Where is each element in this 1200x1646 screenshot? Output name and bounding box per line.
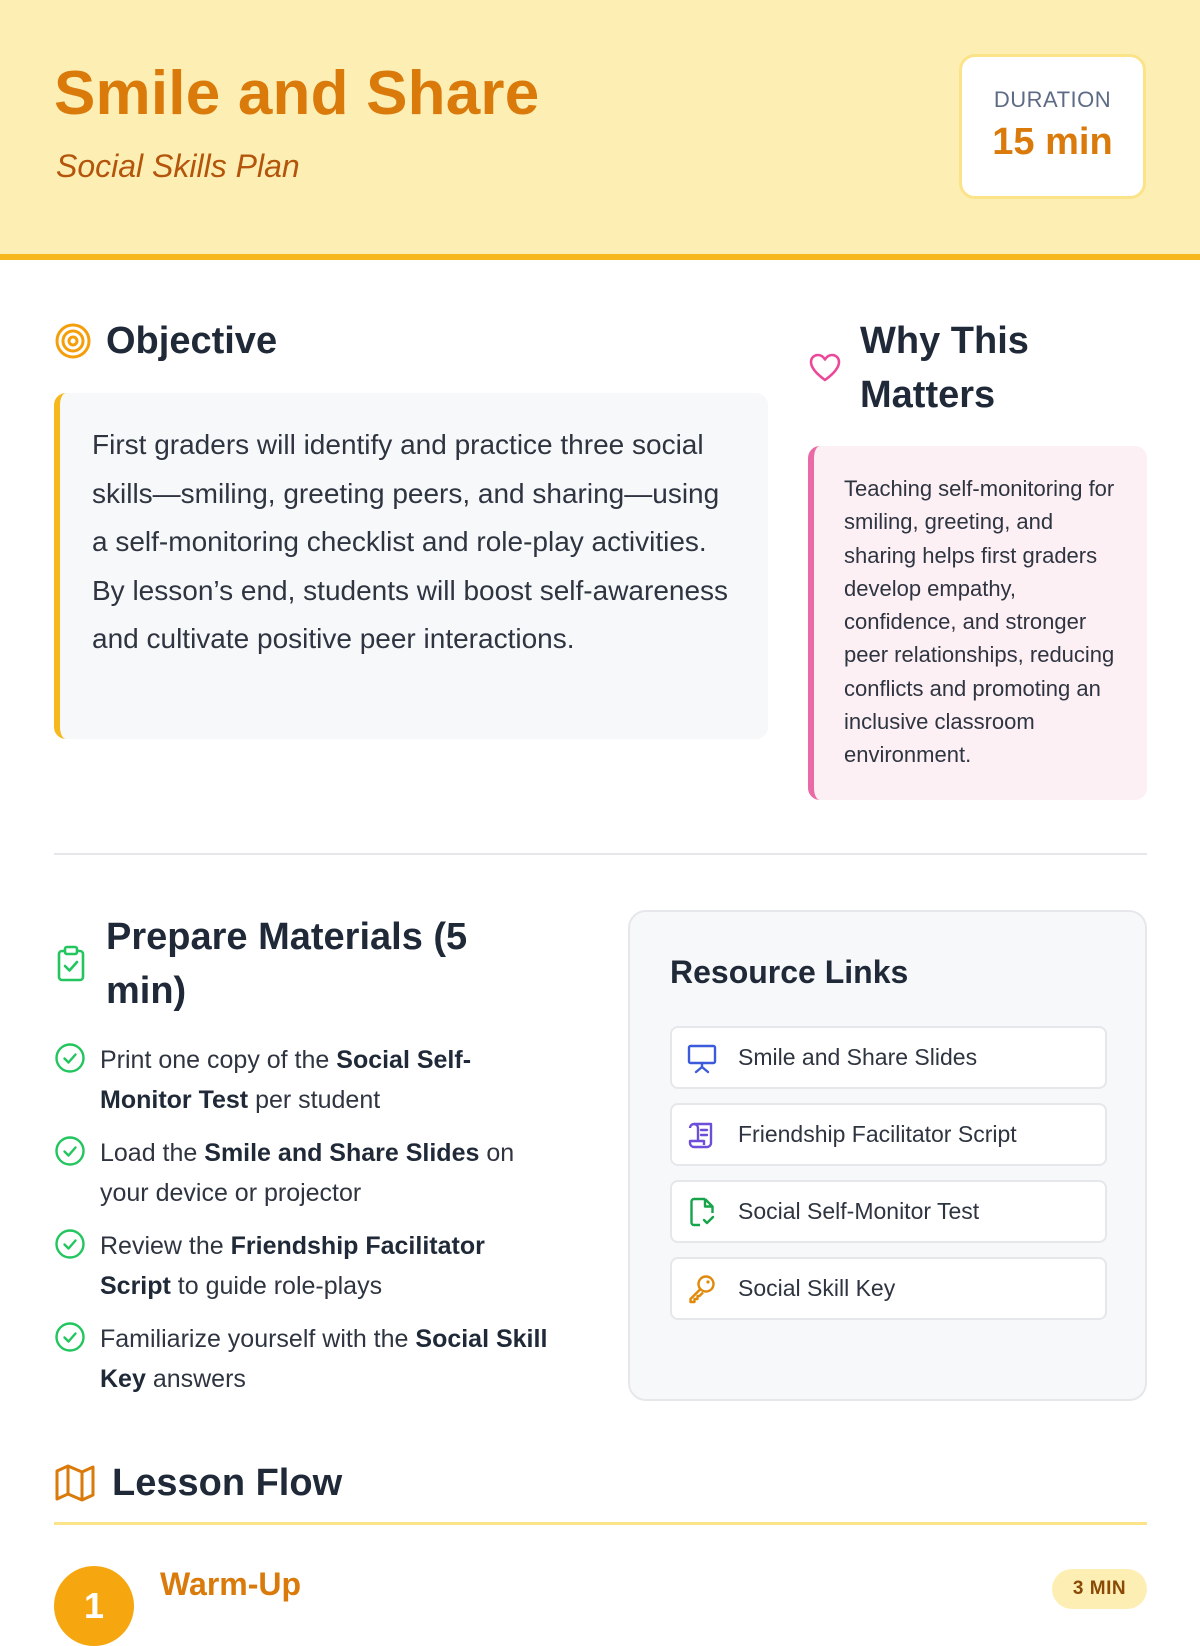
resource-link-label: Friendship Facilitator Script bbox=[738, 1121, 1017, 1147]
why-text: Teaching self-monitoring for smiling, greeting, and sharing helps first graders develop empathy, confidence, and stronger peer relationships, reducing conflicts and promoting an inclusive classroom environment. bbox=[844, 476, 1115, 768]
map-icon bbox=[54, 1463, 96, 1503]
prepare-item-bold: Friendship Facilitator Script bbox=[100, 1232, 485, 1300]
prepare-item bbox=[54, 1226, 554, 1306]
script-icon bbox=[686, 1119, 718, 1151]
file-check-icon bbox=[686, 1196, 718, 1228]
why-heading bbox=[808, 314, 1029, 422]
duration-value: 15 min bbox=[992, 121, 1113, 163]
resource-heading: Resource Links bbox=[670, 954, 909, 990]
prepare-item-post: per student bbox=[248, 1086, 381, 1114]
why-title bbox=[860, 314, 1029, 422]
prepare-item-text bbox=[100, 1226, 554, 1306]
check-circle-icon bbox=[54, 1228, 86, 1260]
prepare-item-post: on your device or projector bbox=[100, 1139, 515, 1207]
page-subtitle: Social Skills Plan bbox=[56, 148, 300, 184]
resource-link-label: Smile and Share Slides bbox=[738, 1044, 978, 1070]
resource-link-label: Social Self-Monitor Test bbox=[738, 1198, 980, 1224]
prepare-title-line2: min) bbox=[106, 970, 187, 1012]
step-title: Warm-Up bbox=[160, 1566, 302, 1602]
why-title-line2: Matters bbox=[860, 374, 996, 416]
resource-link-key[interactable] bbox=[670, 1257, 1107, 1320]
prepare-item bbox=[54, 1040, 554, 1120]
page-header bbox=[0, 0, 1200, 260]
section-divider bbox=[54, 853, 1147, 855]
lesson-flow-title: Lesson Flow bbox=[112, 1462, 343, 1504]
duration-label: DURATION bbox=[993, 87, 1112, 112]
objective-box bbox=[54, 393, 768, 739]
lesson-flow-rule bbox=[54, 1522, 1147, 1525]
prepare-heading bbox=[54, 910, 467, 1018]
prepare-item-pre: Print one copy of the bbox=[100, 1046, 337, 1074]
why-box bbox=[808, 446, 1147, 800]
duration-card bbox=[959, 54, 1146, 199]
check-circle-icon bbox=[54, 1135, 86, 1167]
resource-link-label: Social Skill Key bbox=[738, 1275, 896, 1301]
prepare-item bbox=[54, 1319, 554, 1399]
objective-title: Objective bbox=[106, 320, 278, 362]
objective-heading bbox=[54, 314, 277, 368]
clipboard-check-icon bbox=[54, 944, 88, 984]
presentation-icon bbox=[686, 1042, 718, 1074]
why-title-line1: Why This bbox=[860, 320, 1029, 362]
prepare-title-line1: Prepare Materials (5 bbox=[106, 916, 468, 958]
check-circle-icon bbox=[54, 1042, 86, 1074]
prepare-item-bold: Smile and Share Slides bbox=[204, 1139, 480, 1167]
prepare-item-post: to guide role-plays bbox=[170, 1272, 383, 1300]
prepare-title bbox=[106, 910, 467, 1018]
prepare-item-post: answers bbox=[145, 1365, 246, 1393]
heart-icon bbox=[808, 351, 842, 385]
prepare-item-bold: Social Self-Monitor Test bbox=[100, 1046, 472, 1114]
step-number: 1 bbox=[54, 1566, 134, 1646]
resource-link-script[interactable] bbox=[670, 1103, 1107, 1166]
prepare-item bbox=[54, 1133, 554, 1213]
objective-text: First graders will identify and practice three social skills—smiling, greeting peers, and sharing—using a self-monitoring checklist and role-play activities. By lesson’s end, students will boost self-awareness and cultivate positive peer interactions. bbox=[92, 429, 729, 654]
prepare-item-pre: Load the bbox=[100, 1139, 205, 1167]
key-icon bbox=[686, 1273, 718, 1305]
prepare-item-pre: Familiarize yourself with the bbox=[100, 1325, 416, 1353]
prepare-item-text bbox=[100, 1319, 554, 1399]
prepare-item-text bbox=[100, 1040, 554, 1120]
prepare-list bbox=[54, 1040, 554, 1412]
prepare-item-bold: Social Skill Key bbox=[100, 1325, 548, 1393]
prepare-item-pre: Review the bbox=[100, 1232, 231, 1260]
resource-link-test[interactable] bbox=[670, 1180, 1107, 1243]
resource-link-slides[interactable] bbox=[670, 1026, 1107, 1089]
step-duration-badge: 3 MIN bbox=[1052, 1569, 1147, 1609]
target-icon bbox=[54, 322, 92, 360]
page-title: Smile and Share bbox=[54, 59, 540, 128]
check-circle-icon bbox=[54, 1321, 86, 1353]
resource-panel bbox=[628, 910, 1147, 1401]
lesson-flow-heading bbox=[54, 1456, 342, 1510]
prepare-item-text bbox=[100, 1133, 554, 1213]
